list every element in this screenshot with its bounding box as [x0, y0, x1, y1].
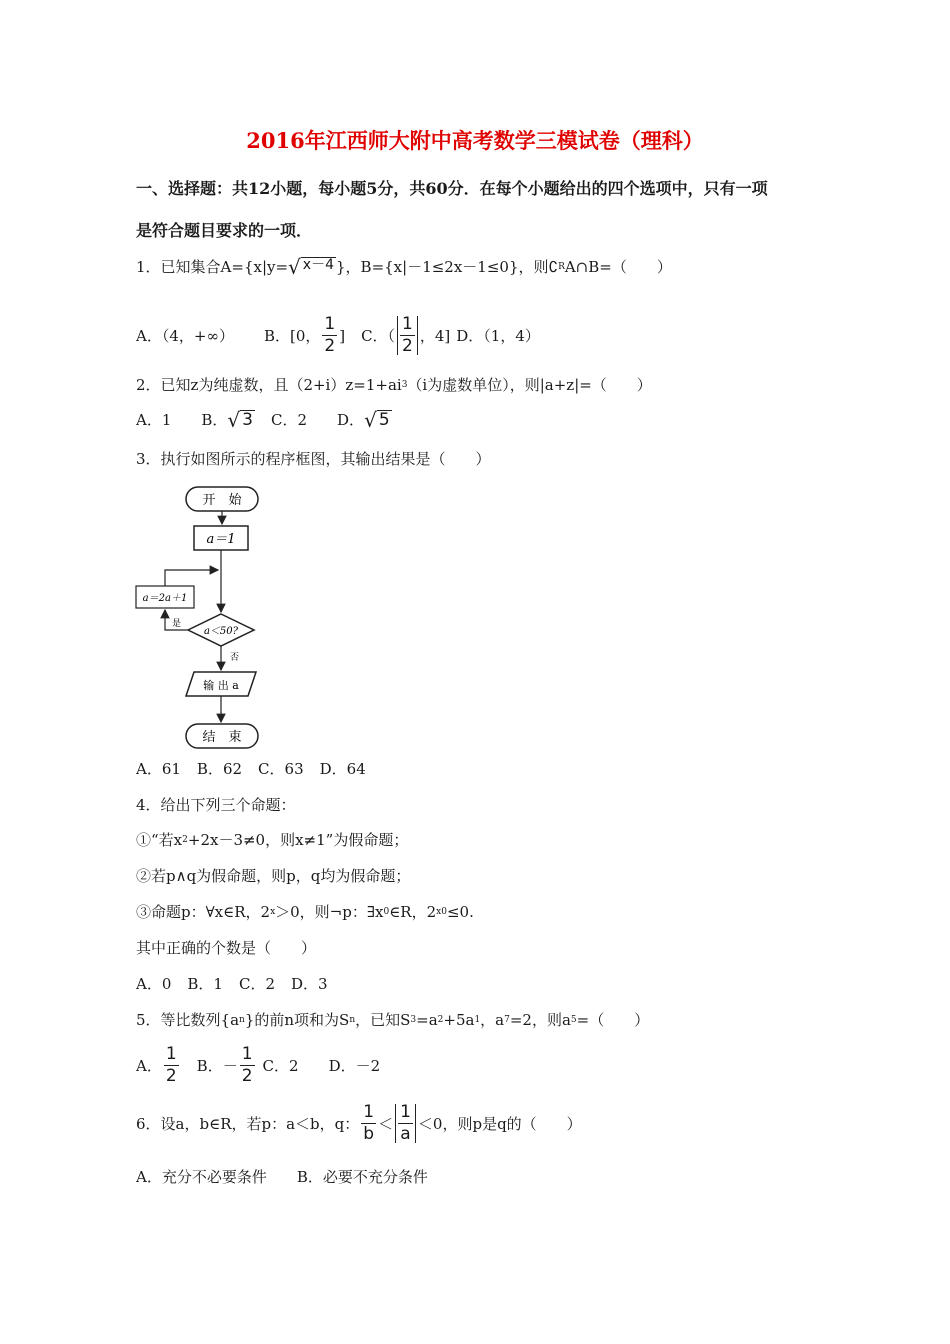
q4-proposition-2: ②若p∧q为假命题，则p，q均为假命题；: [136, 867, 411, 885]
q6-options: [136, 1166, 428, 1187]
q5-option-b: B．－: [196, 1057, 238, 1075]
radical-sign: √: [288, 254, 301, 279]
flow-output-label: 输 出 a: [203, 679, 239, 692]
q4-proposition-3: ③命题p：∀x∈R，2 x ＞0，则¬p：∃x 0 ∈R，2 x0 ≤0.: [136, 902, 474, 921]
flow-condition-label: a＜50?: [203, 626, 239, 637]
flow-start-label: 开 始: [202, 493, 242, 508]
q1-stem-tail: A∩B=（ ）: [564, 258, 672, 276]
section-heading-line1: 一、选择题：共12小题，每小题5分，共60分．在每个小题给出的四个选项中，只有一项: [136, 179, 768, 198]
question-6: 6．设a，b∈R，若p：a＜b，q： $\frac{1}{b}$ ＜ $\frac{1}{a}$ ＜0，则p是q的（ ）: [136, 1102, 582, 1144]
q2-option-c: C．2: [271, 411, 308, 429]
q5-option-d: D．－2: [328, 1057, 381, 1075]
q4-option-d: D．3: [291, 975, 328, 993]
q4-option-b: B．1: [187, 975, 223, 993]
q5-option-a: A．: [136, 1057, 162, 1075]
q6-option-a: A．充分不必要条件: [136, 1168, 267, 1186]
q1-subscript: R: [558, 261, 565, 272]
q3-option-c: C．63: [258, 760, 304, 778]
q1-stem-pre: 1．已知集合A={x|y=: [136, 258, 289, 276]
q2-stem-post: （i为虚数单位），则|a+z|=（ ）: [407, 376, 652, 394]
q4-proposition-1: ①“若x 2 +2x－3≠0，则x≠1”为假命题；: [136, 831, 409, 849]
q1-option-b-pre: B．[0，: [263, 327, 321, 345]
q2-option-b-sqrt: √ 3: [227, 407, 253, 432]
q1-radicand: x－4: [302, 256, 334, 273]
q1-option-c-fraction: $\frac{1}{2}$: [397, 316, 418, 355]
q1-option-d: D．（1，4）: [456, 327, 540, 345]
q4-option-a: A．0: [136, 975, 172, 993]
page-title: 2016年江西师大附中高考数学三模试卷（理科）: [246, 128, 704, 153]
question-3: 3．执行如图所示的程序框图，其输出结果是（ ）: [136, 450, 491, 468]
flow-update-label: a＝2a＋1: [142, 593, 188, 604]
q3-option-d: D．64: [319, 760, 366, 778]
q4-count: 其中正确的个数是（ ）: [136, 939, 317, 957]
q6-fraction-a: $\frac{1}{a}$: [395, 1104, 416, 1143]
section-heading-line2: 是符合题目要求的一项．: [136, 221, 313, 240]
q3-option-b: B．62: [196, 760, 243, 778]
flowchart-svg: [134, 484, 274, 756]
q1-option-b-post: ]: [339, 326, 346, 345]
q5-option-b-fraction: $\frac{1}{2}$: [241, 1044, 253, 1086]
q2-option-d-sqrt: √ 5: [364, 407, 390, 432]
question-5: 5．等比数列{a n }的前n项和为S n ，已知S 3 =a 2 +5a 1 ，a 7 =2，则a 5 =（ ）: [136, 1010, 650, 1029]
q6-option-b: B．必要不充分条件: [296, 1168, 428, 1186]
question-4: 4．给出下列三个命题：: [136, 796, 296, 814]
q2-option-a: A．1: [136, 411, 172, 429]
q1-option-b-fraction: $\frac{1}{2}$: [324, 314, 336, 356]
q2-stem-pre: 2．已知z为纯虚数，且（2+i）z=1+ai: [136, 376, 402, 394]
q1-option-c-pre: C．（: [361, 327, 396, 345]
q3-option-a: A．61: [136, 760, 181, 778]
q1-stem-post: }，B={x|－1≤2x－1≤0}，则∁: [336, 258, 559, 276]
q2-sup: 3: [401, 379, 408, 390]
q2-option-b: B．: [201, 411, 228, 429]
q5-options: [136, 1046, 380, 1085]
q4-option-c: C．2: [238, 975, 275, 993]
q3-options: [136, 758, 366, 779]
q2-options: [136, 409, 392, 430]
flow-init-label: a＝1: [206, 532, 236, 547]
q1-option-a: A．（4，+∞）: [136, 327, 234, 345]
q1-sqrt: [288, 254, 336, 279]
q1-options: [136, 316, 540, 355]
flow-end-label: 结 束: [202, 730, 242, 745]
q4-options: [136, 973, 328, 994]
flow-no-label: 否: [230, 653, 240, 663]
q2-option-d: D．: [337, 411, 365, 429]
q6-fraction-b: $\frac{1}{b}$: [363, 1102, 375, 1144]
question-2: [136, 374, 652, 395]
question-1: [136, 256, 672, 277]
q5-option-a-fraction: $\frac{1}{2}$: [165, 1044, 177, 1086]
flowchart: [134, 484, 274, 756]
q5-option-c: C．2: [262, 1057, 299, 1075]
flow-yes-label: 是: [172, 619, 182, 629]
q1-option-c-post: ，4]: [419, 327, 451, 345]
